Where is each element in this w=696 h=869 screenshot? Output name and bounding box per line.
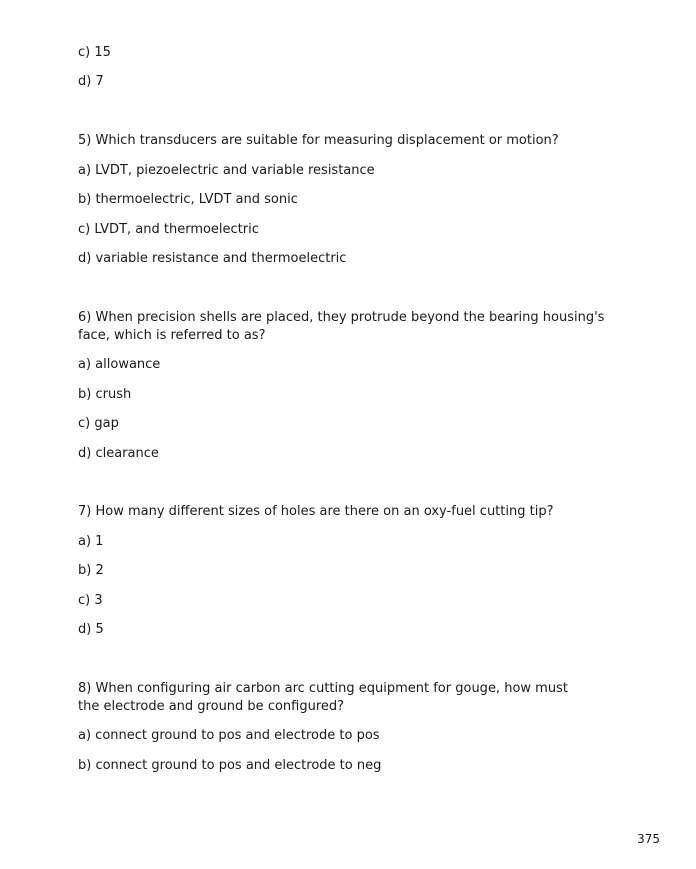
q5-option-a: a) LVDT, piezoelectric and variable resistance bbox=[78, 163, 375, 178]
q7-option-a: a) 1 bbox=[78, 534, 104, 549]
question-5: 5) Which transducers are suitable for measuring displacement or motion? bbox=[78, 133, 559, 148]
page-number: 375 bbox=[637, 832, 660, 846]
question-6: 6) When precision shells are placed, they protrude beyond the bearing housing's face, which is referred to as? bbox=[78, 310, 605, 343]
q6-option-a: a) allowance bbox=[78, 357, 161, 372]
q8-option-a: a) connect ground to pos and electrode to pos bbox=[78, 728, 380, 743]
option-d-prev: d) 7 bbox=[78, 74, 104, 89]
q5-option-d: d) variable resistance and thermoelectric bbox=[78, 251, 347, 266]
q6-option-b: b) crush bbox=[78, 387, 132, 402]
q8-option-b: b) connect ground to pos and electrode to neg bbox=[78, 758, 382, 773]
q7-option-c: c) 3 bbox=[78, 593, 103, 608]
q5-option-b: b) thermoelectric, LVDT and sonic bbox=[78, 192, 298, 207]
q6-option-c: c) gap bbox=[78, 416, 119, 431]
q6-option-d: d) clearance bbox=[78, 446, 159, 461]
q7-option-b: b) 2 bbox=[78, 563, 104, 578]
q7-option-d: d) 5 bbox=[78, 622, 104, 637]
question-7: 7) How many different sizes of holes are there on an oxy-fuel cutting tip? bbox=[78, 504, 554, 519]
option-c-prev: c) 15 bbox=[78, 45, 111, 60]
q5-option-c: c) LVDT, and thermoelectric bbox=[78, 222, 259, 237]
question-8: 8) When configuring air carbon arc cutting equipment for gouge, how must the electrode and ground be configured? bbox=[78, 681, 568, 714]
